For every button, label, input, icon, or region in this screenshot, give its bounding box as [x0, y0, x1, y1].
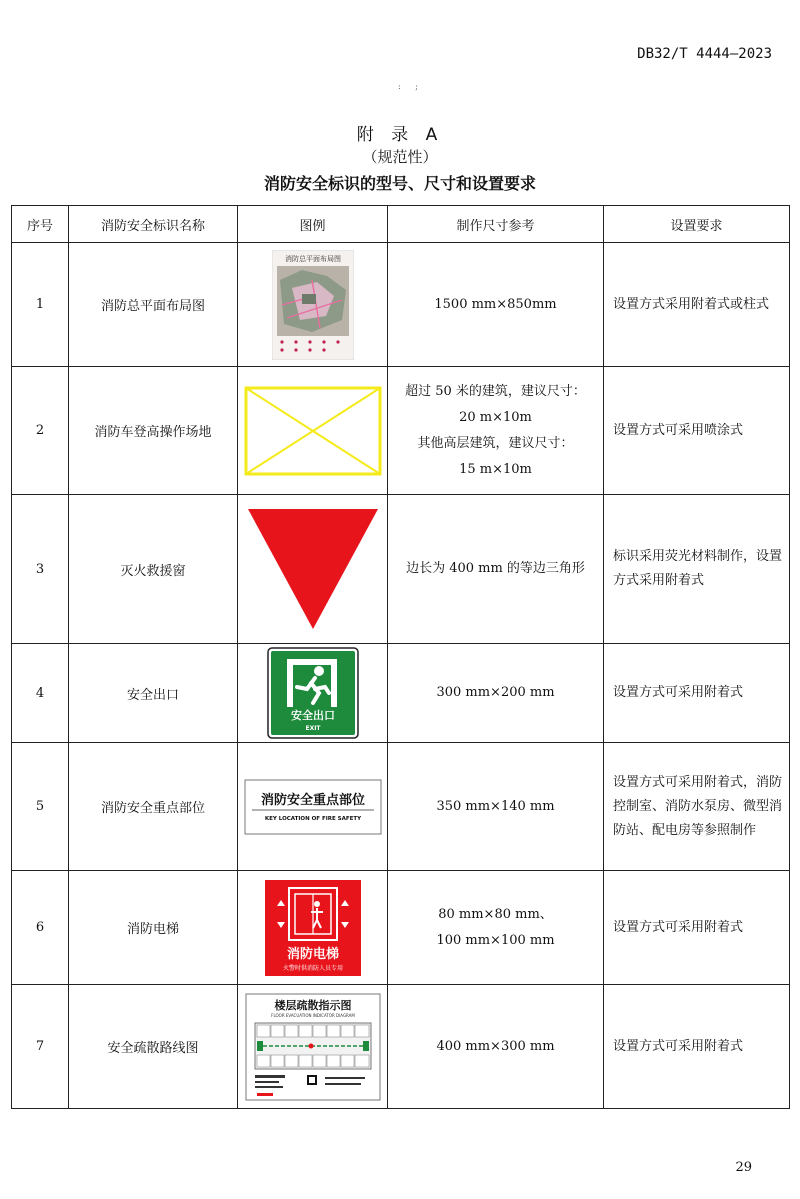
size-line: 350 mm×140 mm	[436, 798, 555, 814]
fire-safety-sign-table	[11, 205, 790, 1109]
appendix-main-title: 消防安全标识的型号、尺寸和设置要求	[263, 174, 536, 193]
key-location-subtext: KEY LOCATION OF FIRE SAFETY	[264, 815, 361, 822]
size-line: 20 m×10m	[459, 409, 532, 425]
requirement-cell: 设置方式可采用附着式	[604, 985, 790, 1109]
exit-sign-subtext: EXIT	[304, 725, 321, 732]
sign-name: 灭火救援窗	[69, 495, 238, 644]
row-number: 5	[12, 743, 69, 871]
size-line: 15 m×10m	[459, 461, 532, 477]
header-size: 制作尺寸参考	[388, 206, 604, 243]
red-inverted-triangle-icon	[246, 507, 380, 631]
size-cell	[388, 495, 604, 644]
yellow-x-box-icon	[244, 386, 382, 476]
sign-name: 安全疏散路线图	[69, 985, 238, 1109]
header-legend: 图例	[238, 206, 388, 243]
legend-cell	[238, 985, 388, 1109]
page-number: 29	[735, 1160, 752, 1175]
legend-cell	[238, 644, 388, 743]
row-number: 7	[12, 985, 69, 1109]
size-line: 其他高层建筑，建议尺寸：	[417, 435, 574, 451]
size-line: 300 mm×200 mm	[436, 685, 555, 700]
size-cell	[388, 644, 604, 743]
row-number: 6	[12, 871, 69, 985]
exit-sign-text: 安全出口	[290, 709, 335, 722]
document-code: DB32/T 4444—2023	[637, 46, 772, 62]
fire-elevator-sign-icon	[265, 880, 361, 976]
legend-cell	[238, 495, 388, 644]
size-cell	[388, 743, 604, 871]
table-row	[12, 644, 790, 743]
table-row	[12, 495, 790, 644]
sign-name: 消防电梯	[69, 871, 238, 985]
evacuation-map-subtitle: FLOOR EVACUATION INDICATOR DIAGRAM	[270, 1012, 355, 1018]
table-header-row	[12, 206, 790, 243]
size-cell	[388, 871, 604, 985]
header-no: 序号	[12, 206, 69, 243]
table-row	[12, 367, 790, 495]
row-number: 3	[12, 495, 69, 644]
site-plan-title: 消防总平面布局图	[284, 254, 341, 263]
legend-cell	[238, 871, 388, 985]
legend-cell	[238, 243, 388, 367]
appendix-title: 附 录 A	[356, 125, 444, 145]
sign-name: 消防安全重点部位	[69, 743, 238, 871]
table-row	[12, 743, 790, 871]
table-row	[12, 871, 790, 985]
size-line: 1500 mm×850mm	[434, 296, 557, 312]
table-row	[12, 985, 790, 1109]
fire-elevator-subtext: 火警时供消防人员专用	[282, 964, 343, 972]
sign-name: 消防总平面布局图	[69, 243, 238, 367]
size-line: 100 mm×100 mm	[436, 932, 555, 948]
requirement-cell: 设置方式可采用附着式	[604, 644, 790, 743]
appendix-normative: （规范性）	[362, 148, 438, 166]
legend-cell	[238, 743, 388, 871]
key-location-sign-icon	[244, 779, 382, 835]
requirement-cell: 设置方式采用附着式或柱式	[604, 243, 790, 367]
requirement-cell: 标识采用荧光材料制作，设置方式采用附着式	[604, 495, 790, 644]
size-line: 80 mm×80 mm、	[438, 906, 553, 922]
fire-site-plan-map-icon	[272, 250, 354, 360]
page-marks: : ;	[398, 82, 424, 91]
header-name: 消防安全标识名称	[69, 206, 238, 243]
key-location-text: 消防安全重点部位	[260, 792, 365, 808]
evacuation-map-title: 楼层疏散指示图	[274, 998, 351, 1012]
row-number: 2	[12, 367, 69, 495]
elevator-person-head	[314, 901, 320, 907]
size-cell	[388, 367, 604, 495]
size-line: 400 mm×300 mm	[436, 1038, 555, 1054]
header-requirement: 设置要求	[604, 206, 790, 243]
fire-elevator-text: 消防电梯	[286, 946, 339, 962]
row-number: 4	[12, 644, 69, 743]
requirement-cell: 设置方式可采用喷涂式	[604, 367, 790, 495]
size-cell	[388, 985, 604, 1109]
running-man-head	[314, 666, 324, 676]
evacuation-route-map-icon	[245, 993, 381, 1101]
size-cell	[388, 243, 604, 367]
size-line: 边长为 400 mm 的等边三角形	[406, 561, 585, 576]
row-number: 1	[12, 243, 69, 367]
legend-cell	[238, 367, 388, 495]
size-line: 超过 50 米的建筑，建议尺寸：	[405, 383, 586, 399]
sign-name: 安全出口	[69, 644, 238, 743]
sign-name: 消防车登高操作场地	[69, 367, 238, 495]
green-exit-sign-icon	[267, 647, 359, 739]
requirement-cell: 设置方式可采用附着式	[604, 871, 790, 985]
requirement-cell: 设置方式可采用附着式，消防控制室、消防水泵房、微型消防站、配电房等参照制作	[604, 743, 790, 871]
table-row	[12, 243, 790, 367]
